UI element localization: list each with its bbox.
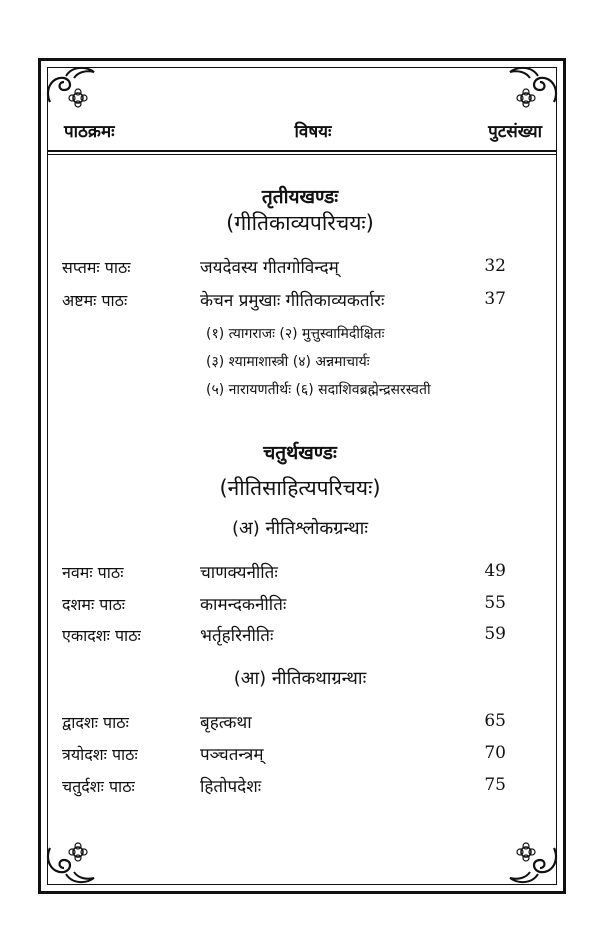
flourish-flower-icon <box>42 62 102 112</box>
lesson-topic: पञ्चतन्त्रम् <box>200 745 264 765</box>
lesson-label: सप्तमः पाठः <box>62 258 131 277</box>
lesson-topic: बृहत्कथा <box>200 713 252 733</box>
group-title: (अ) नीतिश्लोकग्रन्थाः <box>232 518 368 539</box>
header-lesson-column: पाठक्रमः <box>64 122 115 142</box>
lesson-topic: भर्तृहरिनीतिः <box>200 626 274 646</box>
lesson-label: दशमः पाठः <box>62 595 126 614</box>
corner-ornament-bottom-left <box>42 838 102 888</box>
page-number: 70 <box>484 743 506 763</box>
flourish-flower-icon <box>502 62 562 112</box>
header-divider <box>48 150 556 152</box>
page-number: 65 <box>484 711 506 731</box>
lesson-label: एकादशः पाठः <box>62 626 141 645</box>
lesson-label: नवमः पाठः <box>62 563 124 582</box>
lesson-topic: केचन प्रमुखाः गीतिकाव्यकर्तारः <box>200 291 385 311</box>
page-number: 75 <box>484 775 506 795</box>
corner-ornament-top-right <box>502 62 562 112</box>
section-subtitle: (नीतिसाहित्यपरिचयः) <box>219 476 381 500</box>
lesson-label: चतुर्दशः पाठः <box>62 777 135 796</box>
group-title: (आ) नीतिकथाग्रन्थाः <box>233 668 367 689</box>
poet-list-line: (३) श्यामाशास्त्री (४) अन्नमाचार्यः <box>206 354 370 370</box>
lesson-topic: कामन्दकनीतिः <box>200 595 287 615</box>
page-number: 37 <box>484 289 506 309</box>
lesson-label: द्वादशः पाठः <box>62 713 129 732</box>
flourish-flower-icon <box>502 838 562 888</box>
corner-ornament-bottom-right <box>502 838 562 888</box>
section-subtitle: (गीतिकाव्यपरिचयः) <box>226 211 374 235</box>
lesson-label: त्रयोदशः पाठः <box>62 745 138 764</box>
poet-list-line: (५) नारायणतीर्थः (६) सदाशिवब्रह्मेन्द्रसरस्वती <box>206 382 431 398</box>
page-number: 49 <box>484 561 506 581</box>
lesson-topic: जयदेवस्य गीतगोविन्दम् <box>200 258 339 278</box>
flourish-flower-icon <box>42 838 102 888</box>
section-title: चतुर्थखण्डः <box>263 442 337 464</box>
lesson-topic: चाणक्यनीतिः <box>200 563 278 583</box>
header-subject-column: विषयः <box>294 122 332 142</box>
corner-ornament-top-left <box>42 62 102 112</box>
header-page-column: पुटसंख्या <box>488 122 542 142</box>
lesson-label: अष्टमः पाठः <box>62 291 128 310</box>
section-title: तृतीयखण्डः <box>261 186 339 208</box>
poet-list-line: (१) त्यागराजः (२) मुत्तुस्वामिदीक्षितः <box>206 326 385 342</box>
page-number: 55 <box>484 593 506 613</box>
lesson-topic: हितोपदेशः <box>200 777 262 797</box>
page-number: 32 <box>484 256 506 276</box>
page-number: 59 <box>484 624 506 644</box>
header-divider-thin <box>48 154 556 155</box>
